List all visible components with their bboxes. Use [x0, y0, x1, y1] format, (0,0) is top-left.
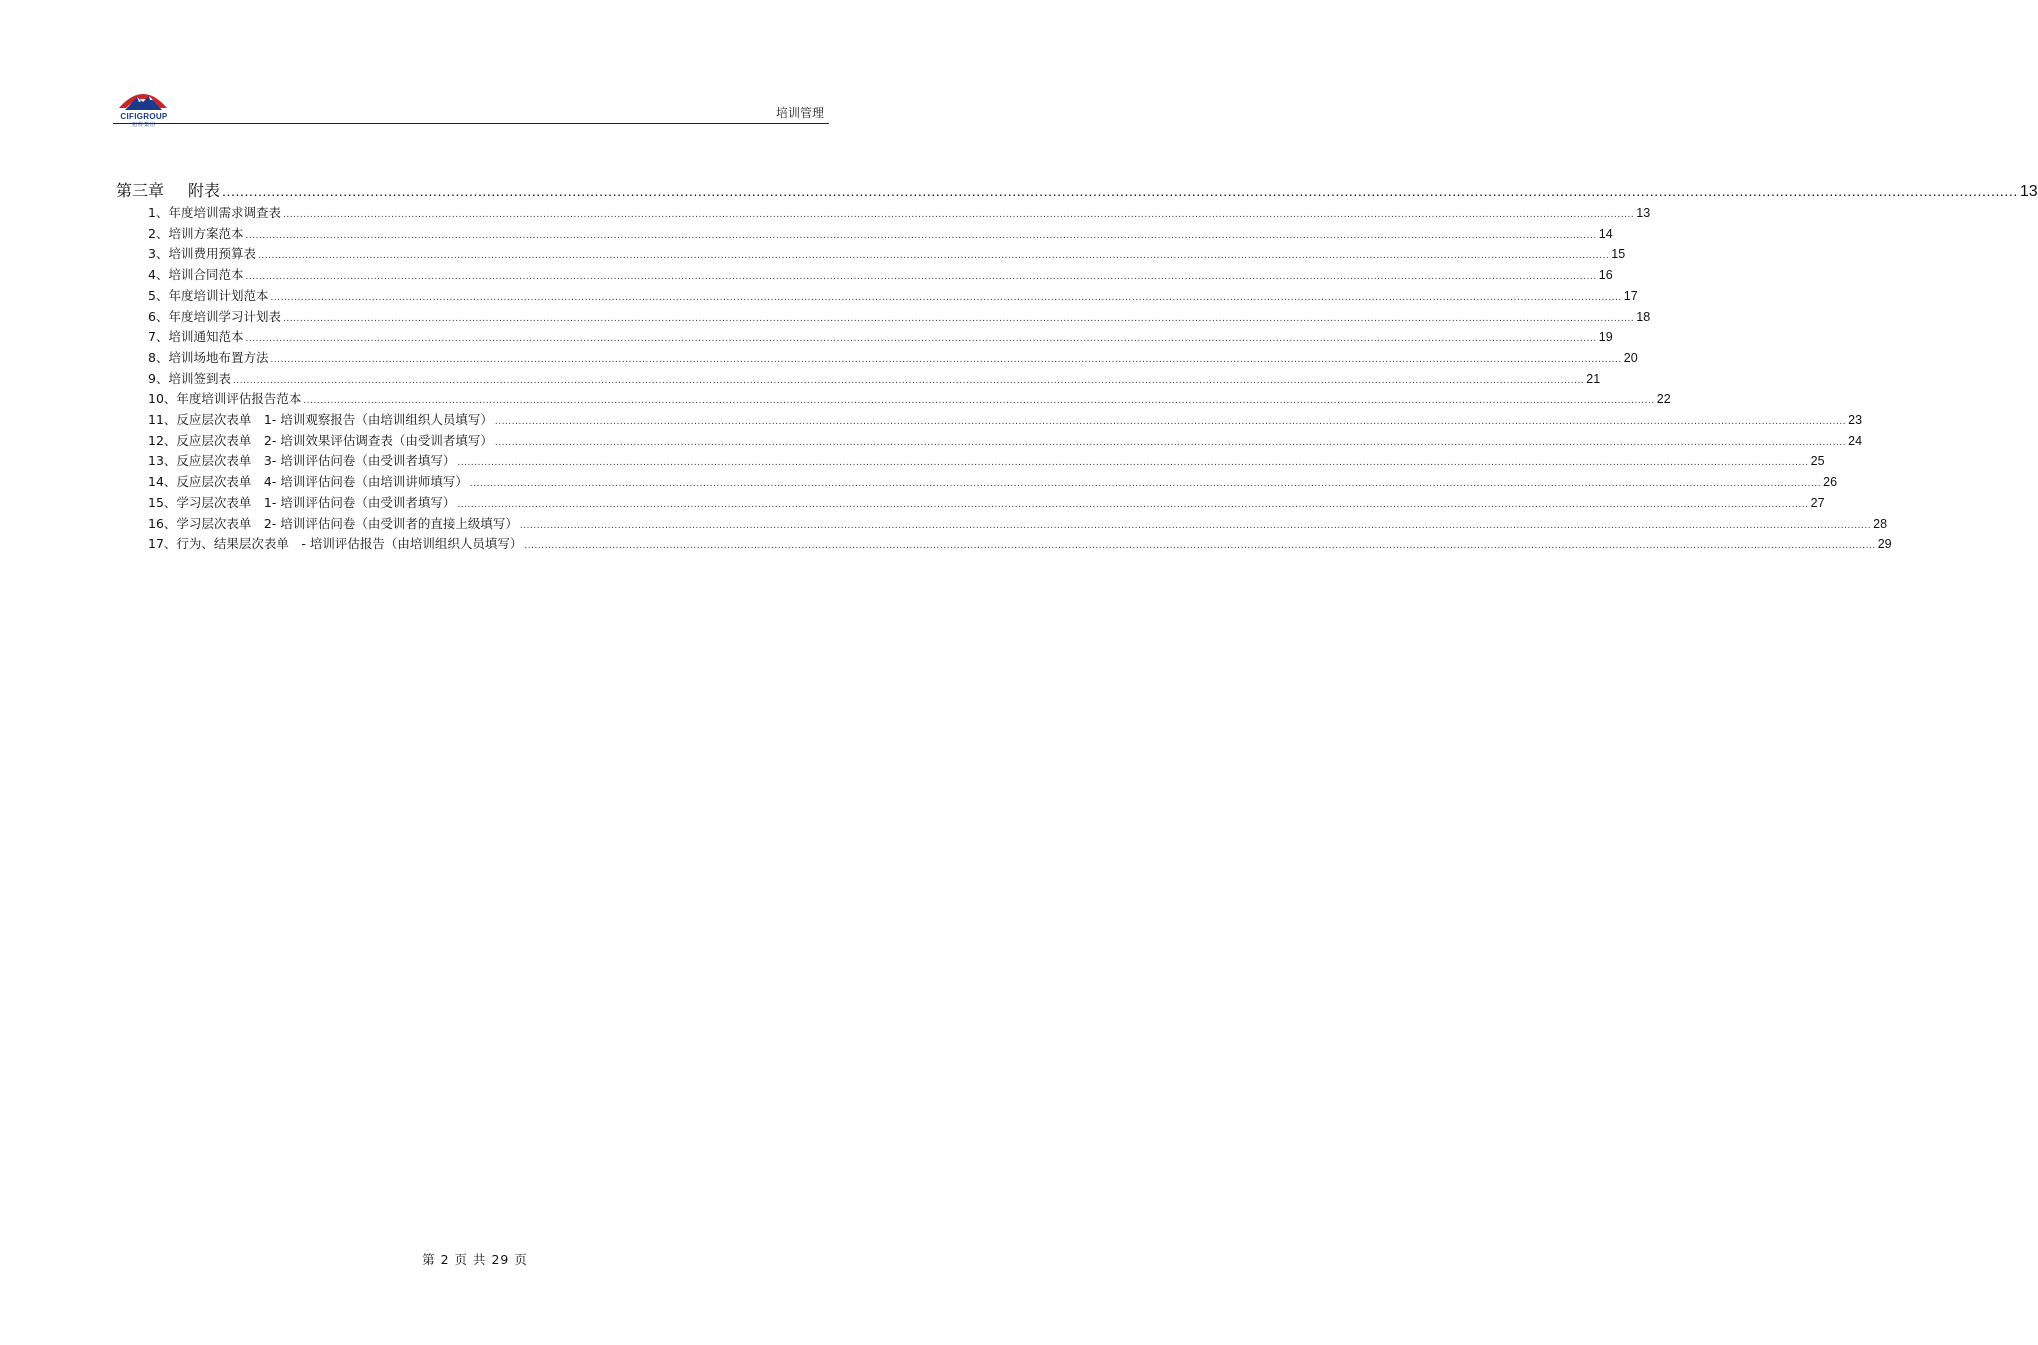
toc-entry-label: 14、反应层次表单 4- 培训评估问卷（由培训讲师填写） — [148, 474, 468, 489]
dot-leader: ................................................................................................................................................................................................................................................................................................................................................................................................................ — [232, 375, 1585, 386]
toc-entry-label: 1、年度培训需求调查表 — [148, 205, 281, 220]
toc-entry[interactable] — [148, 369, 1601, 387]
toc-entry-label: 4、培训合同范本 — [148, 267, 244, 282]
dot-leader: ................................................................................................................................................................................................................................................................................................................................................................................................................ — [270, 354, 1622, 365]
toc-entry-label: 10、年度培训评估报告范本 — [148, 391, 302, 406]
toc-entry-page-number: 28 — [1873, 517, 1888, 531]
toc-entry[interactable] — [148, 224, 1613, 242]
toc-entry-page-number: 23 — [1848, 413, 1863, 427]
dot-leader: ................................................................................................................................................................................................................................................................................................................................................................................................................ — [469, 478, 1822, 489]
toc-entry-label: 12、反应层次表单 2- 培训效果评估调查表（由受训者填写） — [148, 433, 493, 448]
header-rule — [113, 123, 829, 124]
toc-entry[interactable] — [148, 534, 1892, 552]
toc-entry-page-number: 14 — [1598, 227, 1613, 241]
dot-leader: ................................................................................................................................................................................................................................................................................................................................................................................................................ — [257, 250, 1610, 261]
toc-entry-page-number: 19 — [1598, 330, 1613, 344]
dot-leader: ................................................................................................................................................................................................................................................................................................................................................................................................................ — [457, 499, 1809, 510]
toc-entry[interactable] — [148, 410, 1863, 428]
toc-entry-page-number: 20 — [1623, 351, 1638, 365]
toc-entry[interactable] — [148, 451, 1825, 469]
dot-leader: ................................................................................................................................................................................................................................................................................................................................................................................................................ — [222, 183, 2018, 199]
toc-entry-label: 17、行为、结果层次表单 - 培训评估报告（由培训组织人员填写） — [148, 536, 523, 551]
toc-entry-page-number: 25 — [1810, 454, 1825, 468]
toc-entry-label: 6、年度培训学习计划表 — [148, 309, 281, 324]
dot-leader: ................................................................................................................................................................................................................................................................................................................................................................................................................ — [282, 209, 1635, 220]
dot-leader: ................................................................................................................................................................................................................................................................................................................................................................................................................ — [494, 416, 1847, 427]
toc-entry[interactable] — [148, 265, 1613, 283]
toc-entry[interactable] — [148, 514, 1888, 532]
toc-entry-label: 13、反应层次表单 3- 培训评估问卷（由受训者填写） — [148, 453, 456, 468]
dot-leader: ................................................................................................................................................................................................................................................................................................................................................................................................................ — [245, 333, 1597, 344]
toc-entry-label: 16、学习层次表单 2- 培训评估问卷（由受训者的直接上级填写） — [148, 516, 518, 531]
logo-wordmark: CIFIGROUP — [120, 112, 168, 121]
toc-entry-page-number: 27 — [1810, 496, 1825, 510]
header-title: 培训管理 — [775, 106, 824, 120]
toc-entry-page-number: 13 — [1636, 206, 1651, 220]
toc-entry[interactable] — [148, 472, 1838, 490]
toc-entry[interactable] — [148, 307, 1651, 325]
dot-leader: ................................................................................................................................................................................................................................................................................................................................................................................................................ — [524, 540, 1876, 551]
toc-entry-label: 9、培训签到表 — [148, 371, 231, 386]
dot-leader: ................................................................................................................................................................................................................................................................................................................................................................................................................ — [270, 292, 1622, 303]
toc-entry-label: 11、反应层次表单 1- 培训观察报告（由培训组织人员填写） — [148, 412, 493, 427]
toc-entry-label: 3、培训费用预算表 — [148, 246, 256, 261]
dot-leader: ................................................................................................................................................................................................................................................................................................................................................................................................................ — [303, 395, 1655, 406]
toc-chapter-entry[interactable] — [116, 178, 2038, 200]
dot-leader: ................................................................................................................................................................................................................................................................................................................................................................................................................ — [457, 457, 1809, 468]
chapter-title: 附表 — [188, 181, 221, 200]
toc-entry-page-number: 16 — [1598, 268, 1613, 282]
toc-entry-page-number: 29 — [1877, 537, 1892, 551]
toc-entry-page-number: 21 — [1586, 372, 1601, 386]
toc-entry-label: 2、培训方案范本 — [148, 226, 244, 241]
toc-entry[interactable] — [148, 348, 1638, 366]
dot-leader: ................................................................................................................................................................................................................................................................................................................................................................................................................ — [245, 271, 1597, 282]
toc-entry[interactable] — [148, 389, 1671, 407]
toc-entry[interactable] — [148, 203, 1651, 221]
toc-entry-page-number: 15 — [1611, 247, 1626, 261]
toc-entry[interactable] — [148, 431, 1863, 449]
toc-entry-page-number: 26 — [1823, 475, 1838, 489]
toc-entry-label: 15、学习层次表单 1- 培训评估问卷（由受训者填写） — [148, 495, 456, 510]
company-logo — [113, 84, 175, 128]
toc-entry[interactable] — [148, 493, 1825, 511]
toc-entry[interactable] — [148, 327, 1613, 345]
toc-entry-page-number: 22 — [1656, 392, 1671, 406]
chapter-page-number: 13 — [2019, 183, 2038, 200]
toc-entry[interactable] — [148, 244, 1626, 262]
toc-entry-page-number: 18 — [1636, 310, 1651, 324]
chapter-number: 第三章 — [116, 181, 165, 200]
toc-entry-page-number: 17 — [1623, 289, 1638, 303]
logo-chinese-name: 旭辉集团 — [131, 122, 156, 128]
toc-entry[interactable] — [148, 286, 1638, 304]
dot-leader: ................................................................................................................................................................................................................................................................................................................................................................................................................ — [494, 437, 1847, 448]
mountain-logo-icon — [117, 84, 169, 112]
toc-entry-page-number: 24 — [1848, 434, 1863, 448]
dot-leader: ................................................................................................................................................................................................................................................................................................................................................................................................................ — [519, 520, 1872, 531]
dot-leader: ................................................................................................................................................................................................................................................................................................................................................................................................................ — [282, 313, 1635, 324]
dot-leader: ................................................................................................................................................................................................................................................................................................................................................................................................................ — [245, 230, 1597, 241]
page-footer: 第 2 页 共 29 页 — [422, 1252, 528, 1267]
toc-entry-label: 8、培训场地布置方法 — [148, 350, 269, 365]
toc-entry-label: 5、年度培训计划范本 — [148, 288, 269, 303]
toc-entry-label: 7、培训通知范本 — [148, 329, 244, 344]
